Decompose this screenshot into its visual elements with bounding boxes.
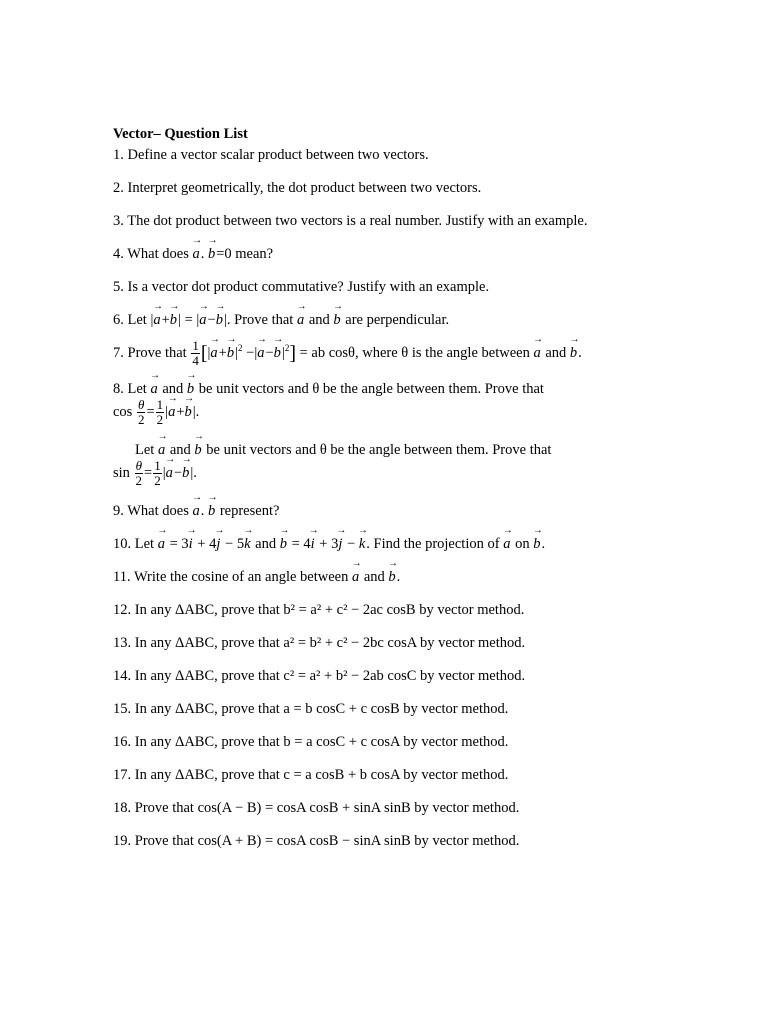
math-text xyxy=(135,459,144,488)
math-text: + xyxy=(176,403,185,420)
math-text: | xyxy=(178,312,181,328)
vector-symbol: → j xyxy=(216,535,221,553)
math-text: = 3 xyxy=(165,536,189,552)
vector-symbol: → b xyxy=(388,568,396,586)
vector-symbol: → b xyxy=(333,311,341,329)
math-text: 2 xyxy=(284,343,290,353)
vector-symbol: → a xyxy=(210,344,218,362)
math-text: = xyxy=(146,403,155,420)
vector-symbol: → b xyxy=(170,311,178,329)
math-text: . xyxy=(193,464,197,481)
math-text: and xyxy=(360,569,389,585)
question-16: 16. In any ΔABC, prove that b = a cosC + c cosA by vector method. xyxy=(113,734,509,750)
math-text: | xyxy=(235,344,238,361)
page-title: Vector– Question List xyxy=(113,126,248,142)
math-text: | xyxy=(254,344,258,361)
math-text: 2 xyxy=(154,473,161,488)
math-text: | xyxy=(281,344,285,361)
math-text: . xyxy=(396,569,401,585)
math-text: sin xyxy=(113,464,130,481)
question-8b xyxy=(113,441,673,459)
math-text: | xyxy=(196,312,200,328)
vector-symbol: → b xyxy=(185,403,193,421)
math-text: θ xyxy=(135,458,142,473)
math-text: = ab cosθ, where θ is the angle between xyxy=(295,344,534,361)
vector-symbol: → a xyxy=(257,344,265,362)
math-text: . Find the projection of xyxy=(366,536,504,552)
vector-symbol: → a xyxy=(153,311,161,329)
math-text: 4 xyxy=(192,353,199,368)
math-text: | xyxy=(192,403,196,420)
math-text: represent? xyxy=(216,503,280,519)
math-text xyxy=(153,459,162,488)
math-text: 7. Prove that xyxy=(113,344,191,361)
math-text: on xyxy=(511,536,534,552)
math-text: be unit vectors and θ be the angle between them. Prove that xyxy=(195,381,544,397)
question-14: 14. In any ΔABC, prove that c² = a² + b² − 2ab cosC by vector method. xyxy=(113,668,526,684)
math-text: and xyxy=(251,536,280,552)
math-text: − xyxy=(265,344,274,361)
math-text: 2 xyxy=(135,473,143,488)
math-text: are perpendicular. xyxy=(341,312,450,328)
vector-symbol: → b xyxy=(533,535,541,553)
math-text: | xyxy=(190,464,194,481)
question-11 xyxy=(113,568,673,586)
math-text: 11. Write the cosine of an angle between xyxy=(113,569,352,585)
vector-symbol: → a xyxy=(166,464,174,482)
math-text: θ xyxy=(138,397,145,412)
question-3: 3. The dot product between two vectors is a real number. Justify with an example. xyxy=(113,213,588,229)
question-15: 15. In any ΔABC, prove that a = b cosC + c cosB by vector method. xyxy=(113,701,509,717)
vector-symbol: → b xyxy=(570,344,578,362)
vector-symbol: → a xyxy=(150,380,158,398)
math-text: + 4 xyxy=(193,536,217,552)
vector-symbol: → a xyxy=(297,311,305,329)
question-18: 18. Prove that cos(A − B) = cosA cosB + sinA sinB by vector method. xyxy=(113,800,520,816)
math-text: − xyxy=(246,344,255,361)
vector-symbol: → b xyxy=(274,344,282,362)
vector-symbol: → b xyxy=(280,535,288,553)
vector-symbol: → a xyxy=(503,535,511,553)
math-text: + xyxy=(161,312,170,328)
question-9 xyxy=(113,502,673,520)
vector-symbol: → a xyxy=(352,568,360,586)
math-text: cos xyxy=(113,403,133,420)
math-text: Let xyxy=(135,442,158,458)
vector-symbol: → b xyxy=(194,441,202,459)
vector-symbol: → i xyxy=(311,535,316,553)
question-6 xyxy=(113,311,673,329)
vector-symbol: → k xyxy=(359,535,366,553)
question-7 xyxy=(113,339,673,368)
question-list xyxy=(113,125,673,850)
math-text: | xyxy=(223,312,227,328)
vector-symbol: → a xyxy=(199,311,207,329)
math-text: ] xyxy=(289,342,296,365)
math-text: 1 xyxy=(156,397,164,412)
question-5: 5. Is a vector dot product commutative? Justify with an example. xyxy=(113,279,490,295)
question-8 xyxy=(113,380,673,398)
math-text: 2 xyxy=(156,412,164,427)
math-text: 10. Let xyxy=(113,536,158,552)
vector-symbol: → b xyxy=(208,502,216,520)
question-1: 1. Define a vector scalar product between two vectors. xyxy=(113,147,429,163)
vector-symbol: → a xyxy=(192,245,200,263)
question-17: 17. In any ΔABC, prove that c = a cosB + b cosA by vector method. xyxy=(113,767,509,783)
math-text: . Prove that xyxy=(226,312,297,328)
math-text: + xyxy=(218,344,227,361)
vector-symbol: → a xyxy=(168,403,176,421)
math-text: | xyxy=(165,403,169,420)
math-text: − xyxy=(343,536,359,552)
math-text: | xyxy=(207,344,211,361)
math-text: and xyxy=(305,312,334,328)
math-text: 2 xyxy=(137,412,145,427)
vector-symbol: → b xyxy=(208,245,216,263)
vector-symbol: → b xyxy=(216,311,224,329)
question-8b-formula xyxy=(113,459,673,488)
math-text: and xyxy=(158,381,187,397)
vector-symbol: → a xyxy=(158,441,166,459)
math-text: 9. What does xyxy=(113,503,193,519)
math-text: 4. What does xyxy=(113,246,193,262)
question-19: 19. Prove that cos(A + B) = cosA cosB − sinA sinB by vector method. xyxy=(113,833,520,849)
math-text: 1 xyxy=(154,458,161,473)
vector-symbol: → k xyxy=(244,535,251,553)
math-text: and xyxy=(541,344,570,361)
math-text: − 5 xyxy=(221,536,245,552)
math-text xyxy=(137,398,146,427)
vector-symbol: → a xyxy=(533,344,541,362)
math-text: . xyxy=(578,344,582,361)
question-13: 13. In any ΔABC, prove that a² = b² + c² − 2bc cosA by vector method. xyxy=(113,635,526,651)
math-text: 2 xyxy=(238,343,243,353)
math-text: . xyxy=(200,246,205,262)
math-text: + 3 xyxy=(315,536,339,552)
vector-symbol: → a xyxy=(192,502,200,520)
math-text: and xyxy=(166,442,195,458)
math-text: | xyxy=(150,312,154,328)
math-text: − xyxy=(207,312,216,328)
math-text: =0 xyxy=(216,246,232,262)
math-text: 8. Let xyxy=(113,381,151,397)
vector-symbol: → b xyxy=(182,464,190,482)
question-10 xyxy=(113,535,673,553)
math-text: = xyxy=(144,464,153,481)
math-text: = xyxy=(180,312,197,328)
math-text: . xyxy=(200,503,205,519)
question-2: 2. Interpret geometrically, the dot product between two vectors. xyxy=(113,180,482,196)
math-text: | xyxy=(162,464,166,481)
math-text: [ xyxy=(200,342,208,365)
vector-symbol: → a xyxy=(158,535,166,553)
math-text xyxy=(156,398,165,427)
math-text: be unit vectors and θ be the angle between them. Prove that xyxy=(202,442,552,458)
vector-symbol: → b xyxy=(227,344,235,362)
question-4 xyxy=(113,245,673,263)
math-text: mean? xyxy=(231,246,274,262)
fraction xyxy=(191,339,200,368)
vector-symbol: → j xyxy=(338,535,343,553)
math-text: . xyxy=(541,536,546,552)
math-text: . xyxy=(195,403,200,420)
math-text: − xyxy=(173,464,183,481)
vector-symbol: → b xyxy=(187,380,195,398)
vector-symbol: → i xyxy=(189,535,194,553)
math-text: 1 xyxy=(192,338,199,353)
question-12: 12. In any ΔABC, prove that b² = a² + c² − 2ac cosB by vector method. xyxy=(113,602,525,618)
question-8-formula xyxy=(113,398,673,427)
math-text: = 4 xyxy=(287,536,311,552)
math-text: 6. Let xyxy=(113,312,151,328)
